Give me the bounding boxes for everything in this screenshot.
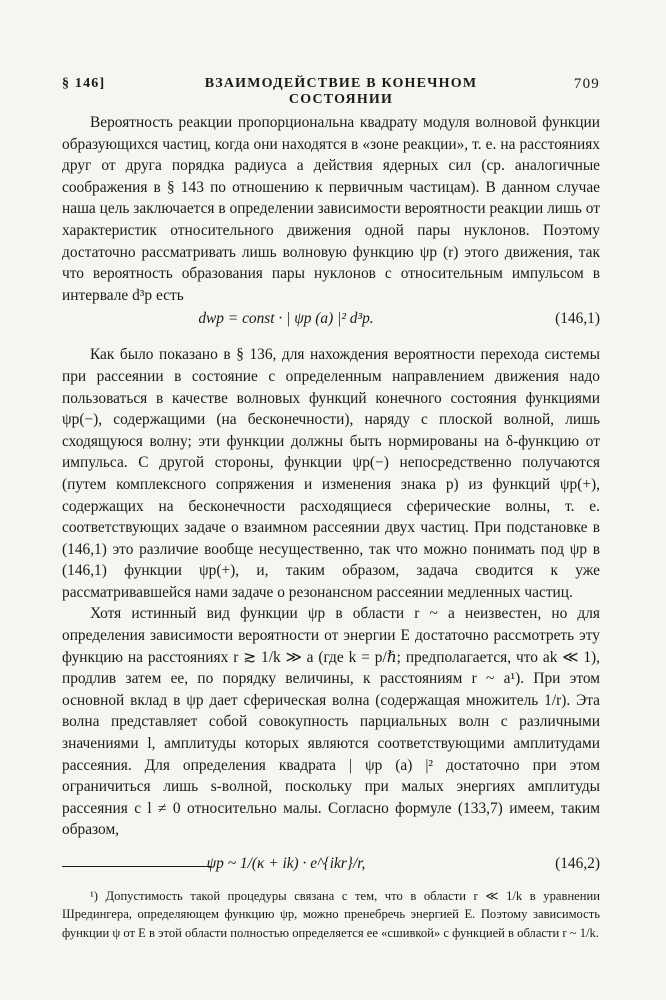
paragraph-2: Как было показано в § 136, для нахождения вероятности перехода системы при рассеянии в состояние с определенным направлением движения надо пользоваться в качестве волновых функций конечного состояния функциями ψp(−), содержащими (на бесконечности), наряду с плоской волной, лишь сходящуюся волну; эти функции должны быть нормированы на δ-функцию от импульса. С другой стороны, функции ψp(−) непосредственно получаются (путем комплексного сопряжения и изменения знака p) из функций ψp(+), содержащих на бесконечности расходящиеся сферические волны, т. е. соответствующих задаче о взаимном рассеянии двух частиц. При подстановке в (146,1) это различие вообще несущественно, так что можно понимать под ψp в (146,1) функции ψp(+), и, таким образом, задача сводится к уже рассматривавшейся нами задаче о резонансном рассеянии медленных частиц. <box>62 346 600 601</box>
page-header <box>62 76 600 107</box>
equation-formula: dwp = const · | ψp (a) |² d³p. <box>198 310 374 328</box>
running-title: ВЗАИМОДЕЙСТВИЕ В КОНЕЧНОМ СОСТОЯНИИ <box>204 76 478 107</box>
footnote: ¹) Допустимость такой процедуры связана с тем, что в области r ≪ 1/k в уравнении Шредингера, определяющем функцию ψp, можно пренебречь энергией E. Поэтому зависимость функции ψ от E в этой области полностью определяется ее «сшивкой» с функцией в области r ~ 1/k. <box>62 888 600 940</box>
footnote-divider <box>62 866 212 867</box>
paragraph-1: Вероятность реакции пропорциональна квадрату модуля волновой функции образующихся частиц, когда они находятся в «зоне реакции», т. е. на расстояниях друг от друга порядка радиуса a действия ядерных сил (ср. аналогичные соображения в § 143 по отношению к первичным частицам). В данном случае наша цель заключается в определении зависимости вероятности реакции лишь от характеристик относительного движения одной пары нуклонов. Поэтому достаточно рассматривать лишь волновую функцию ψp (r) этого движения, так что вероятность образования пары нуклонов с относительным импульсом в интервале d³p есть <box>62 114 600 304</box>
equation-146-2 <box>62 845 600 885</box>
page-number: 709 <box>573 76 600 92</box>
equation-146-1 <box>62 308 600 336</box>
equation-number: (146,1) <box>555 310 600 328</box>
main-text <box>62 112 600 891</box>
paragraph-3: Хотя истинный вид функции ψp в области r ~ a неизвестен, но для определения зависимости вероятности от энергии E достаточно рассмотреть эту функцию на расстояниях r ≳ 1/k ≫ a (где k = p/ℏ; предполагается, что ak ≪ 1), продлив затем ее, по порядку величины, к расстояниям r ~ a¹). При этом основной вклад в ψp дает сферическая волна (содержащая множитель 1/r). Эта волна представляет собой совокупность парциальных волн с различными значениями l, амплитуды которых являются соответствующими амплитудами рассеяния. Для определения квадрата | ψp (a) |² достаточно при этом ограничиться лишь s-волной, поскольку при малых энергиях амплитуды рассеяния с l ≠ 0 относительно малы. Согласно формуле (133,7) имеем, таким образом, <box>62 605 600 839</box>
equation-number: (146,2) <box>555 855 600 872</box>
equation-formula: ψp ~ 1/(κ + ik) · e^{ikr}/r, <box>206 855 366 872</box>
section-marker: § 146] <box>62 76 106 91</box>
